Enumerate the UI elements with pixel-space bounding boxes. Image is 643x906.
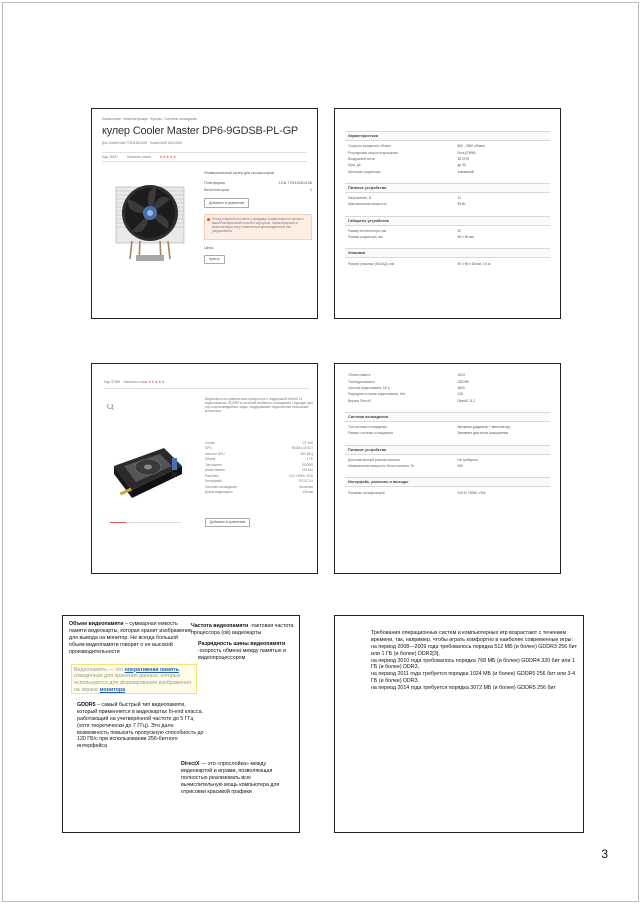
buy-button[interactable]: Купить bbox=[204, 255, 225, 264]
ram-link[interactable]: оперативная память bbox=[124, 666, 179, 673]
rating-stars: ★★★★★ bbox=[159, 155, 177, 159]
spec-row: Шум, дБ до 30 bbox=[348, 163, 466, 168]
spec-row: Частота видеопамяти, МГц 4600 bbox=[348, 385, 465, 390]
slide-cooler-specs bbox=[334, 108, 561, 319]
info-row: Шина памяти 128 бит bbox=[205, 468, 313, 472]
product-spec-list bbox=[205, 439, 313, 496]
info-row: Разъёмы DVI, HDMI, VGA bbox=[205, 473, 313, 478]
product-footer bbox=[204, 246, 225, 264]
spec-row: Размер вентилятора, мм 92 bbox=[348, 228, 462, 233]
product-code: Код: 40937 bbox=[102, 155, 119, 159]
directx-definition: DirectX — это «прослойка» между видеокартой и играми, позволяющая полностью реализовать всю вычислительную мощь компьютера для отрисовки красивой графики bbox=[181, 761, 280, 795]
gddr5-definition: GDDR5 – самый быстрый тип видеопамяти, который применяется в видеокартах hi-end класса, работающий на учетверённой частоте до 5 ГГц (хотя теоретически до 7 ГГц). Это дало возможность повысить пропускную способность до 120 ГБ/с при использовании 256-битного интерфейса bbox=[77, 702, 204, 750]
product-info bbox=[204, 171, 312, 208]
info-row: Серия GT 640 bbox=[205, 440, 313, 445]
info-row: Платформа LGA 775/1155/1156 bbox=[204, 181, 312, 186]
slide-vram-definitions bbox=[62, 615, 300, 833]
info-row: GPU NVIDIA GK107 bbox=[205, 446, 313, 450]
cooler-image bbox=[110, 175, 190, 267]
slide-requirements bbox=[334, 615, 584, 833]
spec-row: Размер радиатора, мм 95 x 90 мм bbox=[348, 235, 474, 240]
gpu-image bbox=[106, 404, 186, 534]
spec-row: Скорость вращения, об/мин 800 - 2500 об/мин bbox=[348, 144, 485, 149]
product-meta: Для Socket Intel 775/1155/1156 · Socket AMD AM2/AM3 bbox=[102, 141, 183, 145]
spec-row: Напряжение, В 12 bbox=[348, 196, 462, 201]
spec-section-title: Интерфейс, разъемы и выходы bbox=[345, 477, 550, 487]
spec-row: Размер упаковки (ВхШхД), мм 90 x 95 x 65 мм, 0.4 кг bbox=[348, 261, 491, 266]
spec-row: Разъемы на видеокарте DVI-D, HDMI, VGA bbox=[348, 490, 486, 495]
spec-row: Минимальная мощность блока питания, Вт 400 bbox=[348, 464, 463, 469]
spec-row: Версия DirectX DirectX 11.2 bbox=[348, 398, 476, 403]
spec-section-title: Питание устройства bbox=[345, 445, 550, 455]
breadcrumb: Компьютеры › Комплектующие › Кулеры › Системы охлаждения bbox=[102, 117, 197, 121]
spec-section-title: Упаковка bbox=[345, 248, 550, 258]
slide-gpu-specs bbox=[334, 363, 561, 574]
product-code: Код: 57966 bbox=[104, 380, 121, 384]
spec-section-title: Питание устройства bbox=[345, 183, 550, 193]
spec-table bbox=[345, 372, 550, 496]
spec-table bbox=[345, 127, 550, 267]
spec-row: Регулировка скорости вращения Есть (PWM) bbox=[348, 150, 476, 155]
spec-row: Воздушный поток 38 CFM bbox=[348, 156, 470, 161]
spec-row: Тип видеопамяти GDDR5 bbox=[348, 379, 469, 384]
spec-section-title: Габариты устройства bbox=[345, 216, 550, 226]
info-row: Вентиляторов 1 bbox=[204, 187, 312, 192]
slide-cooler-product bbox=[91, 108, 318, 319]
spec-row: Тип системы охлаждения Активная (радиатор + вентилятор) bbox=[348, 425, 511, 430]
rating-stars: ★★★★★ bbox=[148, 380, 166, 384]
compare-button[interactable]: Добавить в сравнение bbox=[205, 518, 250, 527]
spec-row: Материал радиатора Алюминий bbox=[348, 169, 474, 174]
handout-page bbox=[2, 2, 639, 902]
bus-width-definition: Разрядность шины видеопамяти -скорость обмена между памятью и видеопроцессором bbox=[198, 641, 286, 661]
spec-section-title: Характеристики bbox=[345, 131, 550, 141]
info-row: Объём 2 ГБ bbox=[205, 457, 313, 461]
product-bar bbox=[104, 380, 309, 389]
product-bar bbox=[102, 152, 307, 162]
product-description: Видеокарта на графическом процессоре с поддержкой DirectX 11, видеопамятью GDDR5 и системой активного охлаждения. Подходит для игр и мультимедийных задач, поддерживает подключение нескольких мониторов. bbox=[205, 397, 313, 413]
compare-area bbox=[205, 510, 250, 528]
spec-row: Разрядность шины видеопамяти, бит 128 bbox=[348, 392, 463, 397]
info-row: Система охлаждения Активная bbox=[205, 484, 313, 489]
warning-text: Перед покупкой уточните у продавца совместимость кулера с вашей материнской платой и корпусом. Характеристики и комплектация могут изменяться производителем без уведомления. bbox=[212, 217, 304, 233]
write-review-link[interactable]: Написать отзыв bbox=[126, 155, 151, 159]
spec-row: Размер системы охлаждения Занимает два слота расширения bbox=[348, 431, 509, 436]
page-number: 3 bbox=[601, 847, 608, 861]
gallery-track bbox=[126, 522, 181, 523]
info-heading: Универсальный кулер для процессоров bbox=[204, 171, 275, 175]
info-row: Частота GPU 900 МГц bbox=[205, 451, 313, 456]
compare-button[interactable]: Добавить в сравнение bbox=[204, 198, 249, 207]
monitor-link[interactable]: монитора bbox=[99, 687, 126, 694]
zoom-icon bbox=[108, 404, 114, 410]
frequency-definition: Частота видеопамяти -тактовая частота процессора (ов) видеокарты bbox=[191, 623, 294, 636]
info-row: Длина видеокарты 145 мм bbox=[205, 490, 313, 494]
spec-row: Максимальная мощность 95 Вт bbox=[348, 202, 466, 207]
warning-box bbox=[204, 214, 312, 240]
info-row: Интерфейс PCI-E 3.0 bbox=[205, 479, 313, 483]
gallery-indicator[interactable] bbox=[110, 522, 126, 523]
spec-row: Дополнительный разъем питания Не требуется bbox=[348, 457, 478, 462]
spec-section-title: Система охлаждения bbox=[345, 412, 550, 422]
requirements-text: Требования операционных систем и компьютерных игр возрастают с течением времени, так, например, чтобы играть комфортно в наиболее современные игры: на период 2008—2009 года требовалось порядка 512 МБ (и более) GDDR3 256 бит или 1 ГБ (и более) DDR2[3], на период 2010 года требовалось порядка 768 МБ (и более) GDDR4 320 бит или 1 ГБ (и более) DDR3, на период 2011 года требуется порядка 1024 МБ (и более) GDDR5 256 бит или 3-4 ГБ (и более) DDR3. на период 2014 года требуется порядка 3072 МБ (и более) GDDR5 256 бит bbox=[371, 630, 578, 691]
write-review-link[interactable]: Написать отзыв bbox=[123, 380, 148, 384]
price-label: Цена bbox=[204, 246, 214, 250]
vram-definition: Объем видеопамяти – суммарная емкость памяти видеокарты, которая хранит изображение для вывода на монитор. Не всегда большой объем видеопамяти говорит о ее высокой производительности bbox=[69, 621, 192, 655]
info-row: Тип памяти GDDR5 bbox=[205, 462, 313, 467]
warning-icon bbox=[207, 218, 210, 221]
slide-gpu-product bbox=[91, 363, 318, 574]
product-title: кулер Cooler Master DP6-9GDSB-PL-GP bbox=[102, 125, 299, 137]
spec-row: Объем памяти 1024 bbox=[348, 373, 465, 378]
vram-highlight-box: Видеопамять — это оперативная память, отведённая для хранения данных, которые используются для формирования изображения на экране монитора. bbox=[71, 664, 197, 694]
